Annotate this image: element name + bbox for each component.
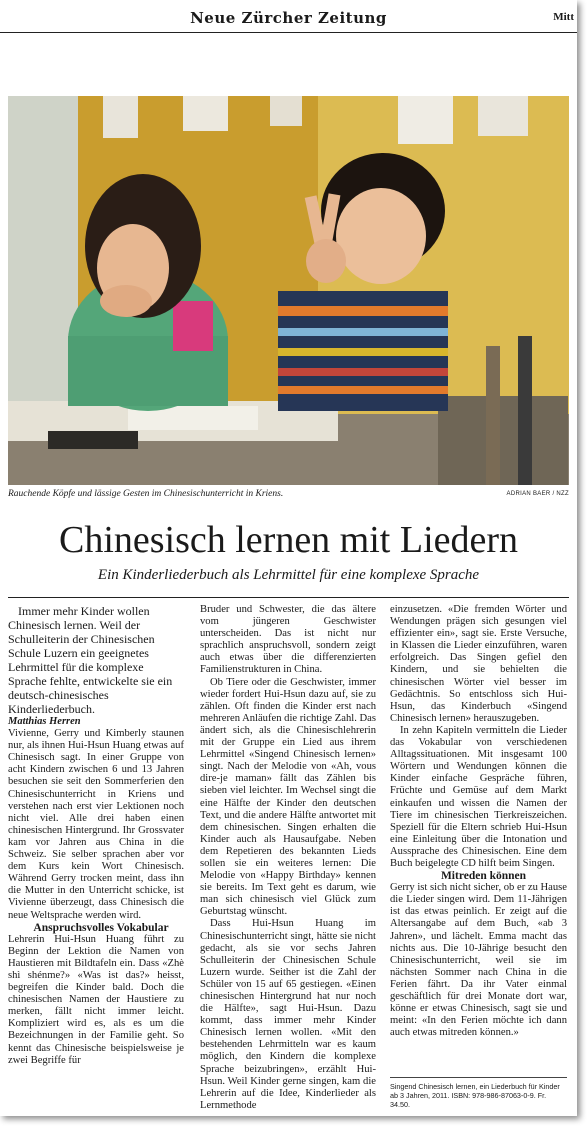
- paragraph: Gerry ist sich nicht sicher, ob er zu Hause die Lieder singen wird. Dem 11-Jährigen ist das etwas peinlich. Er zeigt auf die Altersangabe auf dem Buch, «ab 3 Jahren», und lächelt. Emma macht das nichts aus. Die 10-Jährige besucht den Chinesischunterricht, weil sie im nächsten Sommer nach China in die Ferien fährt. Da ihr Vater einmal geschäftlich für drei Monate dort war, könne er etwas Chinesisch, sagt sie und meint: «In den Ferien möchte ich dann auch etwas mitreden können.»: [390, 882, 567, 1039]
- article-subheadline: Ein Kinderliederbuch als Lehrmittel für eine komplexe Sprache: [97, 567, 480, 583]
- classroom-photo-illustration: [8, 96, 569, 485]
- photo-caption: Rauchende Köpfe und lässige Gesten im Chinesischunterricht in Kriens.: [8, 489, 284, 499]
- paragraph: Bruder und Schwester, die das ältere vom jüngeren Geschwister unterscheiden. Das ist nicht nur sprachlich anspruchsvoll, sondern zeigt auch etwas über die differenzierten Familienstrukturen in China.: [200, 604, 376, 676]
- column-1: [8, 604, 184, 1067]
- paragraph: einzusetzen. «Die fremden Wörter und Wendungen prägen sich gesungen viel effizienter ein», sagt sie. Erste Versuche, in Klassen die Lieder einzuführen, waren erfolgreich. Das Singen gefiel den Kindern, und sie behielten die chinesischen Wörter viel besser im Gedächtnis. So entschloss sich Hui-Hsun, das Kinderbuch «Singend Chinesisch lernen» herauszugeben.: [390, 604, 567, 724]
- photo-credit: ADRIAN BAER / NZZ: [506, 491, 569, 497]
- divider-rule: [8, 597, 569, 598]
- paragraph: Dass Hui-Hsun Huang im Chinesischunterricht singt, hätte sie nicht gedacht, als sie vor sechs Jahren Schulleiterin der Chinesischen Schule Luzern wurde. Seither ist die Zahl der Schüler von 15 auf 65 gestiegen. «Einen chinesischen Hintergrund hat nur noch die Hälfte», sagt Hui-Hsun. Dazu kommt, dass immer mehr Kinder Chinesisch lernen wollen. «Mit den bestehenden Lehrmitteln war es kaum möglich, den Kindern die komplexe Sprache beizubringen», erzählt Hui-Hsun. Weil Kinder gerne singen, kam die Lehrerin auf die Idee, Kinderlieder als Lernmethode: [200, 918, 376, 1111]
- article-headline: Chinesisch lernen mit Liedern: [58, 519, 519, 561]
- column-2: [200, 604, 376, 1112]
- masthead: [0, 0, 577, 33]
- paragraph: In zehn Kapiteln vermitteln die Lieder das Vokabular von verschiedenen Alltagssituationen. Mit insgesamt 100 Wörtern und Wendungen können die Kinder einfache Gespräche führen, Früchte und Gemüse auf dem Markt einkaufen und wissen die Namen der Tiere im chinesischen Tierkreiszeichen. Speziell für die Eltern schrieb Hui-Hsun eine Einleitung über die Intonation und Aussprache des Chinesischen. Eine dem Buch beigelegte CD hilft beim Singen.: [390, 724, 567, 869]
- author-byline: Matthias Herren: [8, 716, 81, 727]
- note-divider: [390, 1077, 567, 1078]
- article-lead: Immer mehr Kinder wollen Chinesisch lernen. Weil der Schulleiterin der Chinesischen Schule Luzern ein geeignetes Lehrmittel für die komplexe Sprache fehlte, entwickelte sie ein deutsch-chinesisches Kinderliederbuch.: [8, 604, 173, 716]
- paragraph: Vivienne, Gerry und Kimberly staunen nur, als ihnen Hui-Hsun Huang etwas auf Chinesisch sagt. In einer Gruppe von acht Kindern zwischen 6 und 13 Jahren besuchen sie seit den Sommerferien den Chinesischunterricht in Kriens und verstehen nach erst vier Lektionen noch nicht viel. Alle drei haben einen chinesischen Hintergrund. Ihr Grossvater kam vor Jahren aus China in die Schweiz. Sie selber sprachen aber vor dem Kurs kein Wort Chinesisch. Während Gerry trocken meint, dass ihn die Mutter in den Unterricht schicke, ist Vivienne überzeugt, dass Chinesisch die neue Weltsprache werden wird.: [8, 728, 184, 921]
- newspaper-title: Neue Zürcher Zeitung: [190, 9, 387, 27]
- section-heading: Mitreden können: [440, 870, 527, 883]
- column-3: [390, 604, 567, 1039]
- article-photo: [8, 96, 569, 485]
- paragraph: Ob Tiere oder die Geschwister, immer wieder fordert Hui-Hsun dazu auf, sie zu zählen. Oft finden die Kinder erst nach mehreren Anläufen die richtige Zahl. Das ändert sich, als die Chinesischlehrerin mit der Gruppe ein Lied aus ihrem Lehrmittel «Singend Chinesisch lernen» singt. Nach der Melodie von «Ah, vous dire-je maman» fällt das Zählen bis sieben viel leichter. Im Wechsel singt die eine Hälfte der Kinder den deutschen Text, und die andere Hälfte antwortet mit dem chinesischen. Singen erhalten die Kinder auch als Hausaufgabe. Neben dem Repetieren des bekannten Lieds sollen sie ein weiteres lernen: Die Melodie von «Happy Birthday» kennen sie bereits. Im Text geht es darum, wie man sich chinesisch viel Glück zum Geburtstag wünscht.: [200, 676, 376, 918]
- paragraph: Lehrerin Hui-Hsun Huang führt zu Beginn der Lektion die Namen von Haustieren mit Bildtafeln ein. Dass «Zhè shì shénme?» «Was ist das?» heisst, begreifen die Kinder bald. Doch die chinesischen Namen der Haustiere zu merken, fällt nicht immer leicht. Kompliziert wird es, als es um die Bezeichnungen in der Familie geht. So kennt das Chinesische beispielsweise je zwei Begriffe für: [8, 933, 184, 1066]
- section-heading: Anspruchsvolles Vokabular: [33, 921, 169, 934]
- masthead-date-fragment: Mitt: [553, 11, 574, 23]
- book-info-note: Singend Chinesisch lernen, ein Liederbuch für Kinder ab 3 Jahren, 2011. ISBN: 978-986-87063-0-9. Fr. 34.50.: [390, 1082, 560, 1109]
